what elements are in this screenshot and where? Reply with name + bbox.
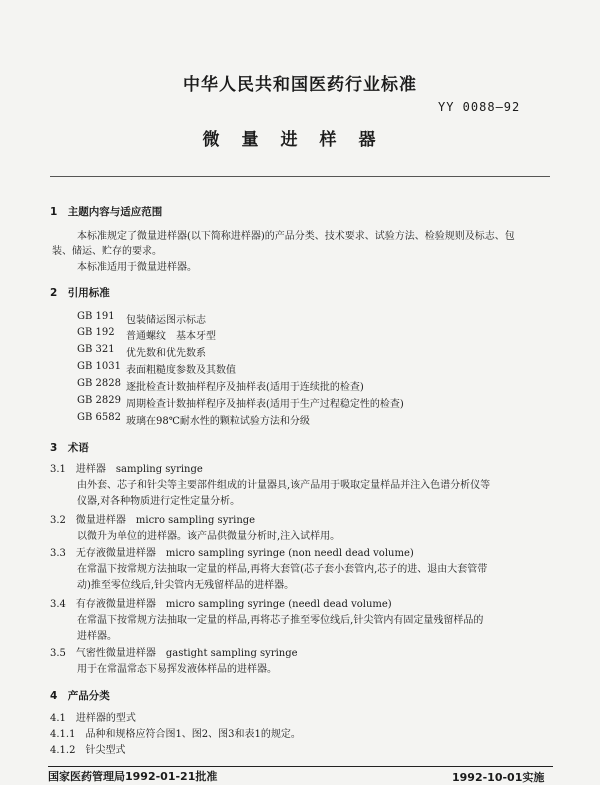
document-title: 微量进样器 [202, 130, 398, 150]
ref-title: 周期检查计数抽样程序及抽样表(适用于生产过程稳定性的检查) [126, 399, 404, 410]
ref-code: GB 321 [77, 344, 115, 355]
term-3-2-line-1: 以微升为单位的进样器。该产品供微量分析时,注入试样用。 [77, 531, 341, 542]
ref-title: 包装储运图示标志 [126, 315, 206, 326]
term-3-4-line-2: 进样器。 [77, 631, 117, 642]
ref-code: GB 1031 [77, 361, 121, 372]
section-4-heading: 4 产品分类 [50, 690, 110, 702]
ref-code: GB 2829 [77, 395, 121, 406]
footer-divider [48, 766, 553, 767]
implementation-date: 1992-10-01实施 [452, 771, 545, 784]
approval-date: 国家医药管理局1992-01-21批准 [48, 770, 218, 783]
term-3-2-heading: 3.2 微量进样器 micro sampling syringe [50, 515, 256, 526]
ref-title: 玻璃在98℃耐水性的颗粒试验方法和分级 [126, 416, 310, 427]
section-1-para-1-line-1: 本标准规定了微量进样器(以下简称进样器)的产品分类、技术要求、试验方法、检验规则及标志、包 [77, 231, 515, 242]
section-3-heading: 3 术语 [50, 442, 89, 454]
subsection-4-1-2: 4.1.2 针尖型式 [50, 745, 126, 756]
term-3-1-heading: 3.1 进样器 sampling syringe [50, 464, 203, 475]
term-3-4-line-1: 在常温下按常规方法抽取一定量的样品,再将芯子推至零位线后,针尖管内有固定量残留样品的 [77, 615, 484, 626]
section-1-heading: 1 主题内容与适应范围 [50, 206, 163, 218]
term-3-5-heading: 3.5 气密性微量进样器 gastight sampling syringe [50, 648, 298, 659]
term-3-5-line-1: 用于在常温常态下易挥发液体样品的进样器。 [77, 664, 277, 675]
ref-code: GB 191 [77, 311, 115, 322]
section-1-para-2: 本标准适用于微量进样器。 [77, 262, 197, 273]
ref-title: 逐批检查计数抽样程序及抽样表(适用于连续批的检查) [126, 382, 364, 393]
term-3-3-heading: 3.3 无存液微量进样器 micro sampling syringe (non needl dead volume) [50, 548, 414, 559]
standard-title: 中华人民共和国医药行业标准 [183, 75, 417, 95]
ref-title: 普通螺纹 基本牙型 [126, 331, 216, 342]
standard-code: YY 0088—92 [438, 100, 521, 114]
ref-title: 优先数和优先数系 [126, 348, 206, 359]
term-3-3-line-1: 在常温下按常规方法抽取一定量的样品,再将大套管(芯子套小套管内,芯子的进、退由大套管带 [77, 564, 488, 575]
term-3-4-heading: 3.4 有存液微量进样器 micro sampling syringe (needl dead volume) [50, 599, 392, 610]
term-3-3-line-2: 动)推至零位线后,针尖管内无残留样品的进样器。 [77, 580, 295, 591]
subsection-4-1-1: 4.1.1 品种和规格应符合图1、图2、图3和表1的规定。 [50, 729, 301, 740]
ref-title: 表面粗糙度参数及其数值 [126, 365, 236, 376]
ref-code: GB 2828 [77, 378, 121, 389]
header-divider [50, 176, 550, 177]
subsection-4-1: 4.1 进样器的型式 [50, 713, 136, 724]
section-2-heading: 2 引用标准 [50, 287, 110, 299]
section-1-para-1-line-2: 装、储运、贮存的要求。 [52, 246, 162, 257]
term-3-1-line-1: 由外套、芯子和针尖等主要部件组成的计量器具,该产品用于吸取定量样品并注入色谱分析仪等 [77, 480, 491, 491]
ref-code: GB 6582 [77, 412, 121, 423]
term-3-1-line-2: 仪器,对各种物质进行定性定量分析。 [77, 496, 241, 507]
ref-code: GB 192 [77, 327, 115, 338]
